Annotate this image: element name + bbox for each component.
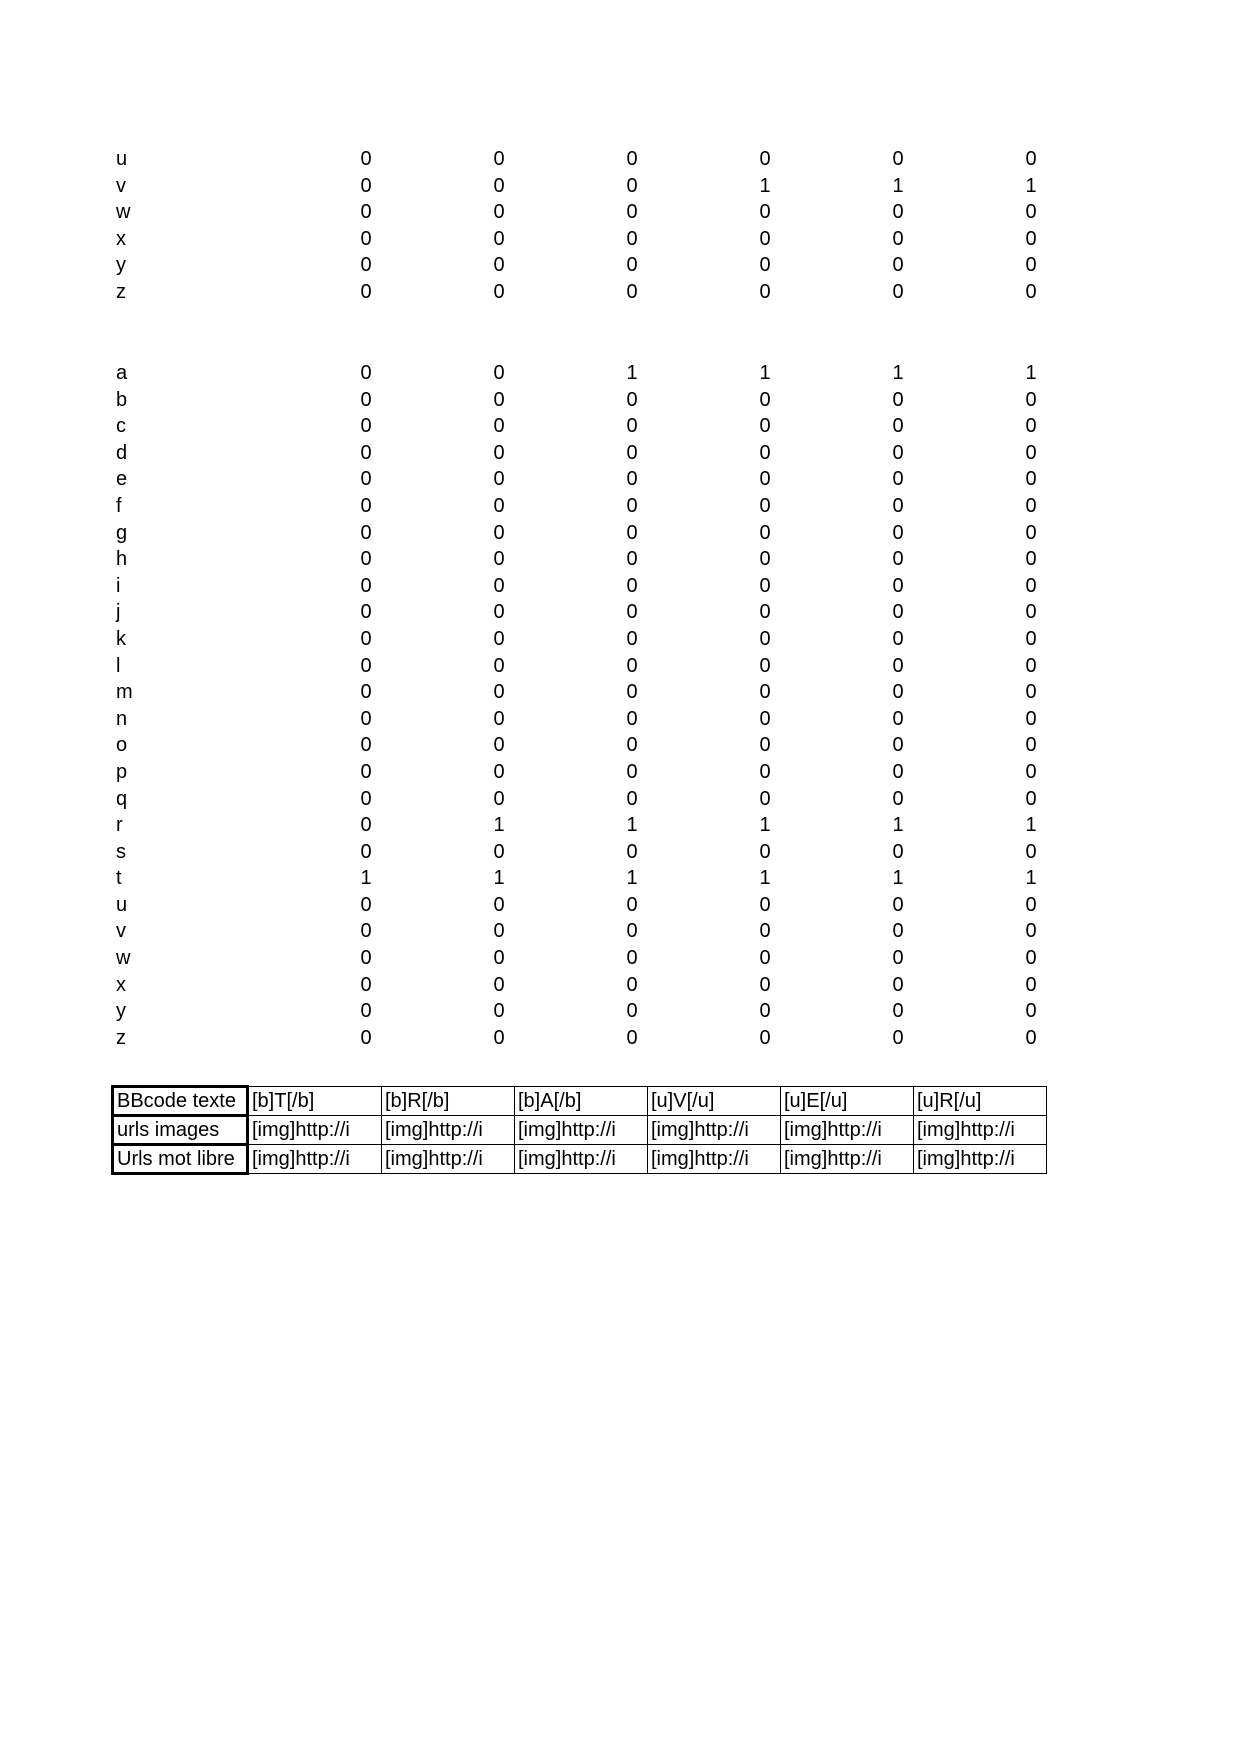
grid-cell[interactable]: 0 [892, 574, 904, 597]
grid-cell[interactable]: 0 [892, 893, 904, 916]
grid-cell[interactable]: 0 [1025, 707, 1037, 730]
grid-cell[interactable]: 0 [759, 415, 771, 438]
grid-cell[interactable]: 0 [360, 494, 372, 517]
grid-cell[interactable]: 0 [759, 734, 771, 757]
grid-cell[interactable]: 0 [1025, 1000, 1037, 1023]
image-url-cell[interactable]: [img]http://i [382, 1116, 515, 1145]
grid-cell[interactable]: 0 [892, 840, 904, 863]
grid-cell[interactable]: 0 [759, 920, 771, 943]
grid-row[interactable] [112, 972, 1042, 999]
grid-cell[interactable]: 0 [626, 947, 638, 970]
row-header-urls-mot-libre[interactable]: Urls mot libre [113, 1145, 248, 1174]
grid-cell[interactable]: 0 [626, 787, 638, 810]
grid-cell[interactable]: 0 [1025, 468, 1037, 491]
grid-cell[interactable]: 0 [892, 681, 904, 704]
grid-cell[interactable]: 0 [759, 388, 771, 411]
grid-cell[interactable]: 0 [1025, 973, 1037, 996]
grid-cell[interactable]: 0 [892, 227, 904, 250]
grid-cell[interactable]: 0 [759, 681, 771, 704]
grid-cell[interactable]: 0 [759, 494, 771, 517]
grid-cell[interactable]: 0 [360, 681, 372, 704]
grid-cell[interactable]: 0 [759, 947, 771, 970]
bbcode-cell[interactable]: [b]A[/b] [515, 1087, 648, 1116]
letter-grid-top [112, 146, 1042, 306]
grid-cell[interactable]: 0 [626, 388, 638, 411]
grid-cell[interactable]: 0 [493, 707, 505, 730]
grid-cell[interactable]: 0 [626, 280, 638, 303]
bbcode-cell[interactable]: [u]E[/u] [781, 1087, 914, 1116]
grid-cell[interactable]: 0 [493, 468, 505, 491]
grid-row[interactable] [112, 146, 1042, 173]
grid-cell[interactable]: 0 [892, 707, 904, 730]
row-label: w [116, 947, 131, 970]
grid-cell[interactable]: 0 [626, 574, 638, 597]
grid-cell[interactable]: 0 [493, 362, 505, 384]
row-label: v [116, 920, 126, 943]
grid-cell[interactable]: 0 [1025, 760, 1037, 783]
row-label: x [116, 227, 126, 250]
grid-cell[interactable]: 0 [493, 787, 505, 810]
grid-cell[interactable]: 0 [360, 280, 372, 303]
grid-cell[interactable]: 0 [360, 201, 372, 224]
grid-cell[interactable]: 0 [1025, 201, 1037, 224]
grid-cell[interactable]: 1 [892, 867, 904, 890]
letter-grid-bottom [112, 360, 1042, 1051]
grid-row[interactable] [112, 653, 1042, 680]
grid-cell[interactable]: 0 [1025, 574, 1037, 597]
grid-cell[interactable]: 0 [626, 441, 638, 464]
grid-cell[interactable]: 0 [759, 1000, 771, 1023]
grid-cell[interactable]: 0 [759, 521, 771, 544]
bbcode-cell[interactable]: [b]T[/b] [248, 1087, 382, 1116]
grid-cell[interactable]: 0 [626, 654, 638, 677]
grid-cell[interactable]: 0 [493, 734, 505, 757]
grid-row[interactable] [112, 360, 1042, 387]
grid-cell[interactable]: 1 [1025, 362, 1037, 384]
grid-row[interactable] [112, 279, 1042, 306]
grid-cell[interactable]: 1 [493, 814, 505, 837]
row-label: c [116, 415, 126, 438]
grid-cell[interactable]: 0 [626, 1000, 638, 1023]
grid-cell[interactable]: 0 [1025, 227, 1037, 250]
row-label: o [116, 734, 128, 757]
grid-cell[interactable]: 0 [493, 893, 505, 916]
grid-cell[interactable]: 0 [626, 1026, 638, 1049]
grid-cell[interactable]: 0 [360, 814, 372, 837]
grid-cell[interactable]: 0 [892, 1026, 904, 1049]
image-url-cell[interactable]: [img]http://i [648, 1116, 781, 1145]
grid-cell[interactable]: 0 [626, 707, 638, 730]
grid-cell[interactable]: 0 [626, 760, 638, 783]
grid-row[interactable] [112, 626, 1042, 653]
image-url-cell[interactable]: [img]http://i [781, 1116, 914, 1145]
row-label: j [116, 601, 121, 624]
grid-cell[interactable]: 0 [892, 280, 904, 303]
grid-cell[interactable]: 0 [759, 254, 771, 277]
grid-cell[interactable]: 0 [759, 840, 771, 863]
grid-row[interactable] [112, 440, 1042, 467]
grid-cell[interactable]: 0 [493, 441, 505, 464]
free-word-url-cell[interactable]: [img]http://i [382, 1145, 515, 1174]
grid-cell[interactable]: 0 [626, 840, 638, 863]
grid-cell[interactable]: 0 [360, 388, 372, 411]
grid-cell[interactable]: 0 [493, 148, 505, 170]
grid-row[interactable] [112, 732, 1042, 759]
row-label: v [116, 174, 126, 197]
grid-row[interactable] [112, 786, 1042, 813]
grid-cell[interactable]: 0 [892, 441, 904, 464]
grid-cell[interactable]: 0 [493, 920, 505, 943]
grid-cell[interactable]: 0 [493, 548, 505, 571]
grid-row[interactable] [112, 865, 1042, 892]
row-header-urls-images[interactable]: urls images [113, 1116, 248, 1145]
grid-cell[interactable]: 0 [493, 201, 505, 224]
grid-cell[interactable]: 0 [1025, 947, 1037, 970]
grid-cell[interactable]: 1 [892, 814, 904, 837]
grid-cell[interactable]: 0 [493, 1026, 505, 1049]
row-label: z [116, 1026, 126, 1049]
grid-cell[interactable]: 0 [493, 521, 505, 544]
grid-cell[interactable]: 0 [360, 148, 372, 170]
grid-cell[interactable]: 0 [360, 362, 372, 384]
row-label: y [116, 1000, 126, 1023]
free-word-url-cell[interactable]: [img]http://i [781, 1145, 914, 1174]
grid-cell[interactable]: 0 [759, 227, 771, 250]
grid-cell[interactable]: 0 [493, 601, 505, 624]
grid-cell[interactable]: 0 [892, 201, 904, 224]
grid-cell[interactable]: 1 [626, 867, 638, 890]
grid-cell[interactable]: 0 [493, 415, 505, 438]
grid-cell[interactable]: 0 [892, 388, 904, 411]
grid-row[interactable] [112, 413, 1042, 440]
grid-cell[interactable]: 0 [1025, 734, 1037, 757]
row-label: e [116, 468, 128, 491]
grid-cell[interactable]: 0 [360, 1000, 372, 1023]
grid-cell[interactable]: 0 [1025, 254, 1037, 277]
grid-row[interactable] [112, 199, 1042, 226]
grid-row[interactable] [112, 599, 1042, 626]
free-word-url-cell[interactable]: [img]http://i [515, 1145, 648, 1174]
bbcode-table [111, 1085, 1047, 1175]
grid-row[interactable] [112, 466, 1042, 493]
grid-cell[interactable]: 0 [759, 548, 771, 571]
grid-cell[interactable]: 0 [493, 388, 505, 411]
grid-cell[interactable]: 0 [1025, 280, 1037, 303]
grid-cell[interactable]: 0 [493, 254, 505, 277]
grid-cell[interactable]: 0 [626, 920, 638, 943]
table-row [113, 1145, 1047, 1174]
grid-cell[interactable]: 1 [626, 362, 638, 384]
image-url-cell[interactable]: [img]http://i [515, 1116, 648, 1145]
grid-cell[interactable]: 0 [626, 174, 638, 197]
grid-cell[interactable]: 0 [626, 601, 638, 624]
grid-cell[interactable]: 1 [360, 867, 372, 890]
grid-cell[interactable]: 0 [626, 734, 638, 757]
grid-cell[interactable]: 0 [892, 521, 904, 544]
grid-cell[interactable]: 0 [360, 415, 372, 438]
grid-cell[interactable]: 0 [360, 893, 372, 916]
grid-cell[interactable]: 0 [626, 148, 638, 170]
grid-cell[interactable]: 0 [1025, 654, 1037, 677]
grid-cell[interactable]: 0 [759, 468, 771, 491]
grid-cell[interactable]: 0 [1025, 627, 1037, 650]
grid-cell[interactable]: 0 [626, 548, 638, 571]
grid-cell[interactable]: 0 [360, 947, 372, 970]
grid-cell[interactable]: 0 [360, 1026, 372, 1049]
grid-cell[interactable]: 0 [360, 441, 372, 464]
row-label: u [116, 893, 128, 916]
grid-row[interactable] [112, 918, 1042, 945]
grid-cell[interactable]: 0 [892, 920, 904, 943]
grid-cell[interactable]: 0 [892, 548, 904, 571]
grid-cell[interactable]: 0 [892, 973, 904, 996]
grid-cell[interactable]: 0 [759, 707, 771, 730]
grid-cell[interactable]: 0 [360, 254, 372, 277]
grid-cell[interactable]: 0 [493, 947, 505, 970]
row-header-bbcode-texte[interactable]: BBcode texte [113, 1087, 248, 1116]
grid-cell[interactable]: 0 [1025, 601, 1037, 624]
grid-cell[interactable]: 0 [360, 521, 372, 544]
grid-cell[interactable]: 0 [493, 840, 505, 863]
row-label: k [116, 627, 126, 650]
grid-cell[interactable]: 0 [626, 468, 638, 491]
grid-cell[interactable]: 0 [892, 254, 904, 277]
grid-cell[interactable]: 0 [892, 494, 904, 517]
grid-row[interactable] [112, 812, 1042, 839]
grid-cell[interactable]: 1 [1025, 174, 1037, 197]
grid-row[interactable] [112, 998, 1042, 1025]
grid-cell[interactable]: 0 [493, 1000, 505, 1023]
grid-row[interactable] [112, 1025, 1042, 1052]
row-label: g [116, 521, 128, 544]
bbcode-cell[interactable]: [b]R[/b] [382, 1087, 515, 1116]
grid-cell[interactable]: 0 [493, 280, 505, 303]
row-label: x [116, 973, 126, 996]
grid-cell[interactable]: 0 [759, 280, 771, 303]
grid-cell[interactable]: 0 [892, 1000, 904, 1023]
grid-cell[interactable]: 0 [892, 148, 904, 170]
row-label: f [116, 494, 122, 517]
grid-cell[interactable]: 0 [1025, 388, 1037, 411]
row-label: m [116, 681, 133, 704]
row-label: z [116, 280, 126, 303]
grid-cell[interactable]: 0 [759, 1026, 771, 1049]
row-label: l [116, 654, 121, 677]
grid-cell[interactable]: 1 [626, 814, 638, 837]
grid-cell[interactable]: 0 [360, 548, 372, 571]
grid-cell[interactable]: 0 [759, 441, 771, 464]
row-label: a [116, 362, 128, 384]
grid-cell[interactable]: 1 [1025, 814, 1037, 837]
grid-cell[interactable]: 0 [892, 787, 904, 810]
row-label: w [116, 201, 131, 224]
grid-cell[interactable]: 0 [493, 654, 505, 677]
grid-cell[interactable]: 0 [759, 627, 771, 650]
grid-cell[interactable]: 0 [360, 468, 372, 491]
grid-cell[interactable]: 0 [1025, 893, 1037, 916]
table-row [113, 1087, 1047, 1116]
grid-cell[interactable]: 0 [1025, 920, 1037, 943]
grid-row[interactable] [112, 546, 1042, 573]
row-label: b [116, 388, 128, 411]
grid-cell[interactable]: 0 [1025, 441, 1037, 464]
grid-row[interactable] [112, 892, 1042, 919]
table-row [113, 1116, 1047, 1145]
row-label: q [116, 787, 128, 810]
grid-cell[interactable]: 0 [626, 973, 638, 996]
grid-cell[interactable]: 0 [759, 601, 771, 624]
bbcode-cell[interactable]: [u]V[/u] [648, 1087, 781, 1116]
grid-cell[interactable]: 0 [360, 734, 372, 757]
image-url-cell[interactable]: [img]http://i [248, 1116, 382, 1145]
row-label: h [116, 548, 128, 571]
grid-cell[interactable]: 1 [892, 362, 904, 384]
grid-cell[interactable]: 0 [360, 174, 372, 197]
grid-cell[interactable]: 0 [1025, 840, 1037, 863]
grid-cell[interactable]: 0 [493, 627, 505, 650]
grid-cell[interactable]: 0 [360, 574, 372, 597]
grid-cell[interactable]: 0 [360, 920, 372, 943]
grid-cell[interactable]: 0 [493, 227, 505, 250]
grid-cell[interactable]: 0 [493, 174, 505, 197]
row-label: i [116, 574, 121, 597]
grid-cell[interactable]: 0 [493, 494, 505, 517]
grid-cell[interactable]: 0 [626, 227, 638, 250]
grid-cell[interactable]: 0 [493, 760, 505, 783]
grid-cell[interactable]: 0 [626, 893, 638, 916]
grid-cell[interactable]: 0 [360, 760, 372, 783]
grid-cell[interactable]: 0 [1025, 494, 1037, 517]
grid-cell[interactable]: 0 [626, 494, 638, 517]
grid-cell[interactable]: 0 [759, 760, 771, 783]
free-word-url-cell[interactable]: [img]http://i [248, 1145, 382, 1174]
grid-cell[interactable]: 0 [759, 201, 771, 224]
grid-cell[interactable]: 0 [1025, 1026, 1037, 1049]
grid-cell[interactable]: 0 [626, 254, 638, 277]
grid-cell[interactable]: 0 [360, 654, 372, 677]
row-label: s [116, 840, 126, 863]
grid-cell[interactable]: 0 [493, 681, 505, 704]
grid-row[interactable] [112, 679, 1042, 706]
grid-cell[interactable]: 0 [626, 201, 638, 224]
grid-cell[interactable]: 0 [360, 787, 372, 810]
row-label: t [116, 867, 122, 890]
grid-cell[interactable]: 0 [626, 681, 638, 704]
grid-row[interactable] [112, 387, 1042, 414]
grid-row[interactable] [112, 706, 1042, 733]
grid-cell[interactable]: 0 [759, 893, 771, 916]
bbcode-cell[interactable]: [u]R[/u] [914, 1087, 1047, 1116]
free-word-url-cell[interactable]: [img]http://i [914, 1145, 1047, 1174]
grid-cell[interactable]: 0 [892, 468, 904, 491]
grid-cell[interactable]: 0 [493, 574, 505, 597]
grid-cell[interactable]: 1 [1025, 867, 1037, 890]
grid-cell[interactable]: 0 [1025, 521, 1037, 544]
grid-cell[interactable]: 0 [360, 627, 372, 650]
grid-row[interactable] [112, 520, 1042, 547]
grid-cell[interactable]: 0 [360, 227, 372, 250]
grid-cell[interactable]: 0 [360, 973, 372, 996]
grid-cell[interactable]: 0 [1025, 548, 1037, 571]
grid-cell[interactable]: 0 [892, 415, 904, 438]
row-label: n [116, 707, 128, 730]
grid-cell[interactable]: 0 [892, 947, 904, 970]
grid-cell[interactable]: 0 [892, 627, 904, 650]
row-label: y [116, 254, 126, 277]
grid-cell[interactable]: 0 [892, 601, 904, 624]
grid-cell[interactable]: 0 [759, 654, 771, 677]
grid-cell[interactable]: 0 [892, 760, 904, 783]
grid-cell[interactable]: 0 [626, 521, 638, 544]
grid-cell[interactable]: 0 [892, 654, 904, 677]
grid-cell[interactable]: 1 [493, 867, 505, 890]
grid-cell[interactable]: 0 [360, 707, 372, 730]
grid-row[interactable] [112, 573, 1042, 600]
grid-row[interactable] [112, 945, 1042, 972]
grid-cell[interactable]: 1 [759, 814, 771, 837]
image-url-cell[interactable]: [img]http://i [914, 1116, 1047, 1145]
grid-cell[interactable]: 0 [1025, 681, 1037, 704]
grid-cell[interactable]: 0 [626, 627, 638, 650]
grid-row[interactable] [112, 759, 1042, 786]
grid-cell[interactable]: 0 [759, 148, 771, 170]
grid-cell[interactable]: 0 [1025, 148, 1037, 170]
grid-row[interactable] [112, 493, 1042, 520]
grid-row[interactable] [112, 839, 1042, 866]
grid-cell[interactable]: 0 [360, 840, 372, 863]
grid-cell[interactable]: 0 [759, 973, 771, 996]
row-label: d [116, 441, 128, 464]
grid-cell[interactable]: 0 [1025, 415, 1037, 438]
grid-cell[interactable]: 0 [626, 415, 638, 438]
row-label: p [116, 760, 128, 783]
grid-cell[interactable]: 0 [360, 601, 372, 624]
grid-row[interactable] [112, 252, 1042, 279]
grid-cell[interactable]: 1 [759, 362, 771, 384]
grid-cell[interactable]: 0 [493, 973, 505, 996]
grid-cell[interactable]: 0 [892, 734, 904, 757]
grid-cell[interactable]: 1 [759, 174, 771, 197]
row-label: r [116, 814, 123, 837]
grid-row[interactable] [112, 173, 1042, 200]
grid-cell[interactable]: 1 [759, 867, 771, 890]
grid-row[interactable] [112, 226, 1042, 253]
row-label: u [116, 148, 128, 170]
grid-cell[interactable]: 0 [1025, 787, 1037, 810]
grid-cell[interactable]: 0 [759, 787, 771, 810]
grid-cell[interactable]: 0 [759, 574, 771, 597]
free-word-url-cell[interactable]: [img]http://i [648, 1145, 781, 1174]
grid-cell[interactable]: 1 [892, 174, 904, 197]
